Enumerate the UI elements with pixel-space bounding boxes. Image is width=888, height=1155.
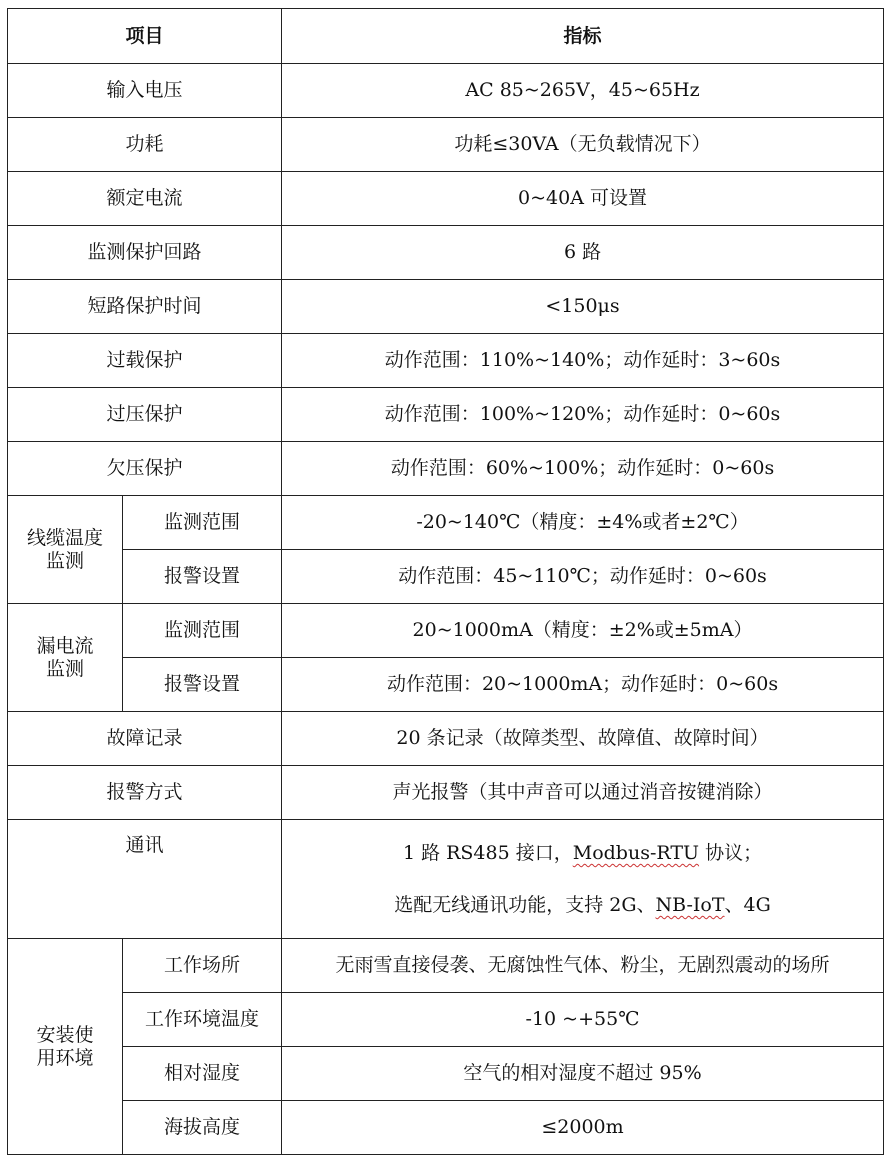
table-row: [8, 334, 884, 388]
group-label-cable-temp: [8, 496, 123, 604]
table-row: [8, 550, 884, 604]
row-label-overvoltage: 过压保护: [8, 388, 282, 442]
comm-line-1-pre: 1 路 RS485 接口，: [402, 842, 573, 864]
table-row: [8, 172, 884, 226]
row-label-rated-current: 额定电流: [8, 172, 282, 226]
row-value-humidity: 空气的相对湿度不超过 95%: [282, 1047, 884, 1101]
row-value-fault-record: 20 条记录（故障类型、故障值、故障时间）: [282, 712, 884, 766]
spec-table: [7, 8, 884, 1155]
group-label-line: 监测: [45, 657, 84, 680]
sub-label-temp: 工作环境温度: [123, 993, 282, 1047]
group-label-leakage: [8, 604, 123, 712]
row-value-cable-alarm: 动作范围：45~110℃；动作延时：0~60s: [282, 550, 884, 604]
header-spec: 指标: [282, 9, 884, 64]
row-label-alarm-mode: 报警方式: [8, 766, 282, 820]
table-row: [8, 1101, 884, 1155]
sub-label-leakage-alarm: 报警设置: [123, 658, 282, 712]
comm-line-2-post: 、4G: [724, 894, 771, 916]
table-row: [8, 226, 884, 280]
row-value-short-circuit: <150μs: [282, 280, 884, 334]
row-value-rated-current: 0~40A 可设置: [282, 172, 884, 226]
sub-label-altitude: 海拔高度: [123, 1101, 282, 1155]
row-value-undervoltage: 动作范围：60%~100%；动作延时：0~60s: [282, 442, 884, 496]
row-value-alarm-mode: 声光报警（其中声音可以通过消音按键消除）: [282, 766, 884, 820]
row-value-altitude: ≤2000m: [282, 1101, 884, 1155]
sub-label-leakage-range: 监测范围: [123, 604, 282, 658]
table-row: [8, 712, 884, 766]
row-label-fault-record: 故障记录: [8, 712, 282, 766]
row-label-overload: 过载保护: [8, 334, 282, 388]
table-row: [8, 658, 884, 712]
table-row: [8, 993, 884, 1047]
table-row: [8, 766, 884, 820]
row-value-leakage-alarm: 动作范围：20~1000mA；动作延时：0~60s: [282, 658, 884, 712]
row-value-temp: -10 ~+55℃: [282, 993, 884, 1047]
row-value-cable-range: -20~140℃（精度：±4%或者±2℃）: [282, 496, 884, 550]
row-label-circuits: 监测保护回路: [8, 226, 282, 280]
group-label-line: 安装使: [36, 1023, 94, 1046]
row-value-overload: 动作范围：110%~140%；动作延时：3~60s: [282, 334, 884, 388]
header-row: [8, 9, 884, 64]
table-row: [8, 496, 884, 550]
row-label-short-circuit: 短路保护时间: [8, 280, 282, 334]
row-value-comm: [282, 820, 884, 939]
table-row: [8, 442, 884, 496]
row-value-leakage-range: 20~1000mA（精度：±2%或±5mA）: [282, 604, 884, 658]
row-label-power: 功耗: [8, 118, 282, 172]
table-row: [8, 280, 884, 334]
comm-nbiot: NB-IoT: [655, 894, 725, 916]
table-row: [8, 820, 884, 939]
sub-label-humidity: 相对湿度: [123, 1047, 282, 1101]
comm-protocol: Modbus-RTU: [572, 842, 700, 864]
comm-line-1: [286, 827, 879, 879]
comm-line-1-post: 协议；: [699, 842, 763, 864]
table-row: [8, 939, 884, 993]
row-label-input-voltage: 输入电压: [8, 64, 282, 118]
sub-label-cable-range: 监测范围: [123, 496, 282, 550]
row-label-undervoltage: 欠压保护: [8, 442, 282, 496]
table-row: [8, 388, 884, 442]
row-label-comm: 通讯: [8, 820, 282, 939]
row-value-input-voltage: AC 85~265V，45~65Hz: [282, 64, 884, 118]
comm-line-2: [286, 879, 879, 931]
group-label-line: 线缆温度: [26, 526, 103, 549]
header-item: 项目: [8, 9, 282, 64]
table-row: [8, 1047, 884, 1101]
sub-label-place: 工作场所: [123, 939, 282, 993]
table-row: [8, 604, 884, 658]
group-label-line: 监测: [45, 549, 84, 572]
group-label-line: 用环境: [36, 1046, 94, 1069]
row-value-place: 无雨雪直接侵袭、无腐蚀性气体、粉尘，无剧烈震动的场所: [282, 939, 884, 993]
table-row: [8, 64, 884, 118]
row-value-circuits: 6 路: [282, 226, 884, 280]
row-value-overvoltage: 动作范围：100%~120%；动作延时：0~60s: [282, 388, 884, 442]
group-label-line: 漏电流: [36, 634, 94, 657]
group-label-environment: [8, 939, 123, 1155]
row-value-power: 功耗≤30VA（无负载情况下）: [282, 118, 884, 172]
comm-line-2-pre: 选配无线通讯功能，支持 2G、: [394, 894, 656, 916]
sub-label-cable-alarm: 报警设置: [123, 550, 282, 604]
table-row: [8, 118, 884, 172]
